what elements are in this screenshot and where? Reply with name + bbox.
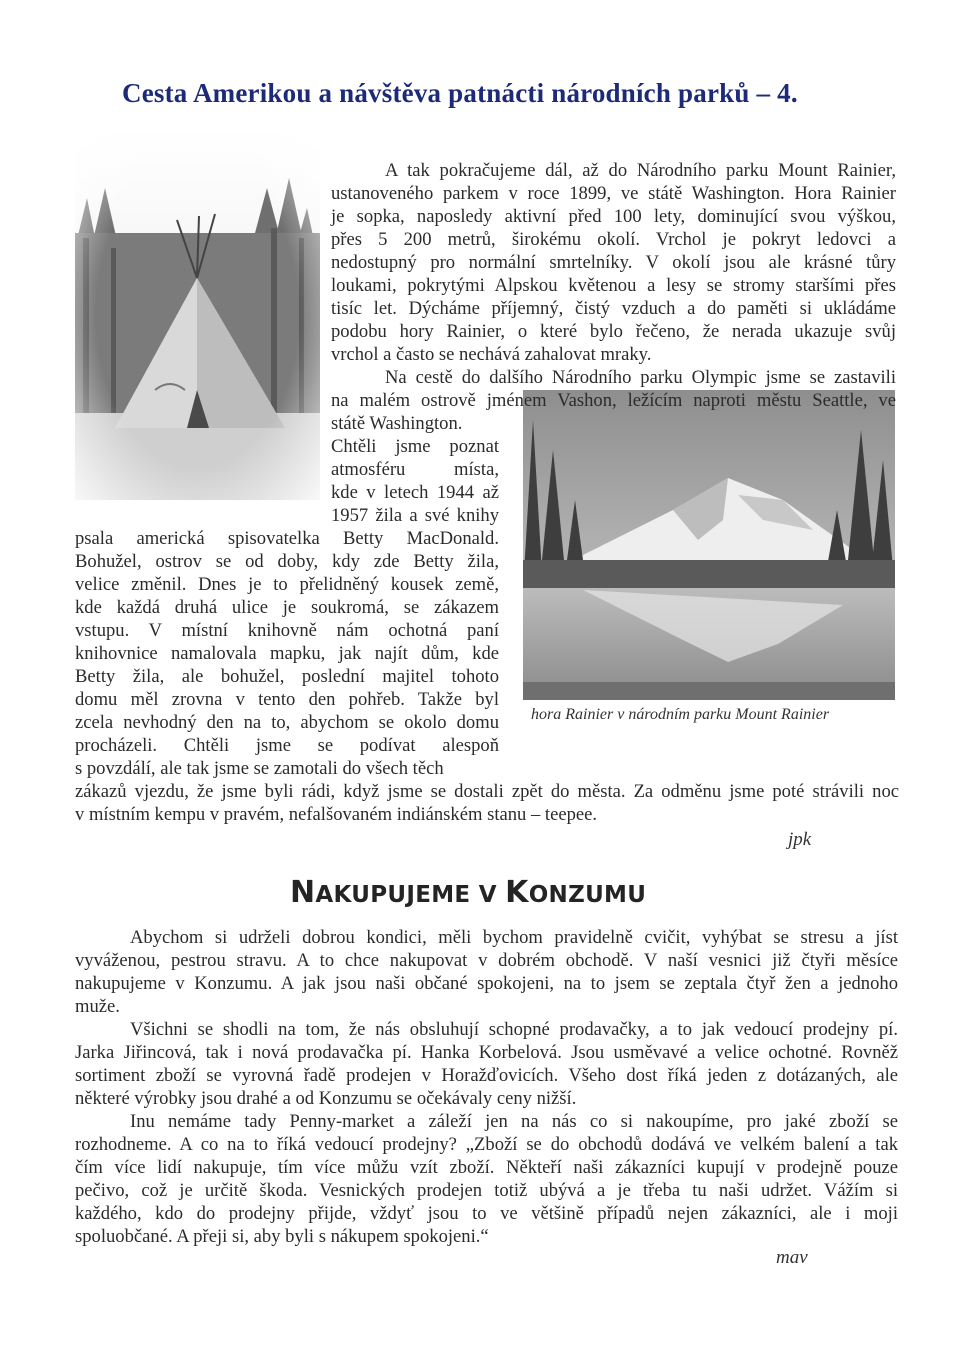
- article1-line: na malém ostrově jménem Vashon, ležícím naproti městu Seattle, ve: [331, 390, 896, 411]
- article1-line: psala americká spisovatelka Betty MacDonald.: [75, 528, 499, 549]
- title-letter: N: [290, 875, 316, 910]
- article1-line: knihovnice namalovala mapku, jak najít dům, kde: [75, 643, 499, 664]
- article1-line: s povzdálí, ale tak jsme se zamotali do všech těch: [75, 758, 444, 779]
- article1-line: zákazů vjezdu, že jsme byli rádi, když jsme se dostali zpět do města. Za odměnu jsme poté strávili noc: [75, 781, 899, 802]
- article1-line: podobu hory Rainier, o které bylo řečeno, že nerada ukazuje svůj: [331, 321, 896, 342]
- article2-line: pečivo, což je určitě škoda. Vesnických prodejen totiž ubývá a je třeba tu naši udržet. Vážím si: [75, 1180, 898, 1201]
- article2-line: Abychom si udrželi dobrou kondici, měli bychom pravidelně cvičit, vyhýbat se stresu a jíst: [130, 927, 898, 948]
- article2-title: [290, 875, 680, 910]
- author-signature: jpk: [788, 829, 812, 850]
- article-title: Cesta Amerikou a návštěva patnácti národních parků – 4.: [122, 78, 798, 108]
- article2-line: některé výrobky jsou drahé a od Konzumu se očekávaly ceny nižší.: [75, 1088, 577, 1109]
- article1-line: je sopka, naposledy aktivní před 100 lety, dominující svou výškou,: [331, 206, 896, 227]
- article1-line: velice změnil. Dnes je to přelidněný kousek země,: [75, 574, 499, 595]
- article1-line: vstupu. V místní knihovně nám ochotná paní: [75, 620, 499, 641]
- article1-line: 1957 žila a své knihy: [331, 505, 499, 526]
- author-signature: mav: [776, 1247, 808, 1268]
- article1-line: A tak pokračujeme dál, až do Národního parku Mount Rainier,: [385, 160, 896, 181]
- title-part: ONZUMU: [528, 882, 647, 908]
- article1-line: vrchol a často se nechává zahalovat mraky.: [331, 344, 652, 365]
- article2-line: spoluobčané. A přeji si, aby byli s nákupem spokojeni.“: [75, 1226, 489, 1247]
- article2-line: Všichni se shodli na tom, že nás obsluhují schopné prodavačky, a to jak vedoucí prodejny pí.: [130, 1019, 898, 1040]
- article2-line: Inu nemáme tady Penny-market a záleží jen na nás co si nakoupíme, pro jaké zboží se: [130, 1111, 898, 1132]
- teepee-photo: [75, 128, 320, 500]
- article2-line: vyváženou, pestrou stravu. A to chce nakupovat v dobrém obchodě. V naší vesnici již čtyři měsíce: [75, 950, 898, 971]
- article2-line: muže.: [75, 996, 120, 1017]
- mountain-image: [523, 390, 895, 700]
- article1-line: Betty žila, ale bohužel, poslední majitel tohoto: [75, 666, 499, 687]
- article2-line: čím více lidí nakupuje, tím více můžu vzít zboží. Někteří naši zákazníci kupují v prodejně pouze: [75, 1157, 898, 1178]
- article1-line: atmosféru místa,: [331, 459, 499, 480]
- article1-line: kde v letech 1944 až: [331, 482, 499, 503]
- article2-line: nakupujeme v Konzumu. A jak jsou naši občané spokojeni, na to jsem se zeptala čtyř žen a jednoho: [75, 973, 898, 994]
- article2-line: rozhodneme. A co na to říká vedoucí prodejny? „Zboží se do obchodů dodává ve velkém balení a tak: [75, 1134, 898, 1155]
- article1-line: Bohužel, ostrov se od doby, kdy zde Betty žila,: [75, 551, 499, 572]
- article1-line: kde každá druhá ulice je soukromá, se zákazem: [75, 597, 499, 618]
- teepee-image: [75, 128, 320, 500]
- title-part: AKUPUJEME V: [315, 882, 506, 908]
- article1-line: tisíc let. Dýcháme příjemný, čistý vzduch a do paměti si ukládáme: [331, 298, 896, 319]
- article1-line: v místním kempu v pravém, nefalšovaném indiánském stanu – teepee.: [75, 804, 598, 825]
- article1-line: loukami, pokrytými Alpskou květenou a lesy se stromy staršími přes: [331, 275, 896, 296]
- article1-line: Chtěli jsme poznat: [331, 436, 499, 457]
- article1-line: státě Washington.: [331, 413, 463, 434]
- article1-line: nedostupný pro normální smrtelníky. V okolí jsou ale krásné tůry: [331, 252, 896, 273]
- article1-line: přes 5 200 metrů, širokému okolí. Vrchol je pokryt ledovci a: [331, 229, 896, 250]
- article2-line: sortiment zboží se vyrovná řadě prodejen v Horažďovicích. Všeho dost říká jeden z dotázaných, ale: [75, 1065, 898, 1086]
- mount-rainier-photo: [523, 390, 895, 700]
- article1-line: domu měl zrovna v tento den pohřeb. Takže byl: [75, 689, 499, 710]
- article2-line: každého, kdo do prodejny přijde, vždyť jsou to ve většině případů nejen zákazníci, ale i moji: [75, 1203, 898, 1224]
- title-letter: K: [505, 875, 529, 910]
- article1-line: procházeli. Chtěli jsme se podívat alespoň: [75, 735, 499, 756]
- photo-caption: hora Rainier v národním parku Mount Rainier: [531, 706, 830, 723]
- article1-line: ustanoveného parkem v roce 1899, ve státě Washington. Hora Rainier: [331, 183, 896, 204]
- article2-line: Jarka Jiřincová, tak i nová prodavačka pí. Hanka Korbelová. Jsou usměvavé a velice ochotné. Rovněž: [75, 1042, 898, 1063]
- article1-line: Na cestě do dalšího Národního parku Olympic jsme se zastavili: [385, 367, 896, 388]
- article1-line: zcela nevhodný den na to, abychom se okolo domu: [75, 712, 499, 733]
